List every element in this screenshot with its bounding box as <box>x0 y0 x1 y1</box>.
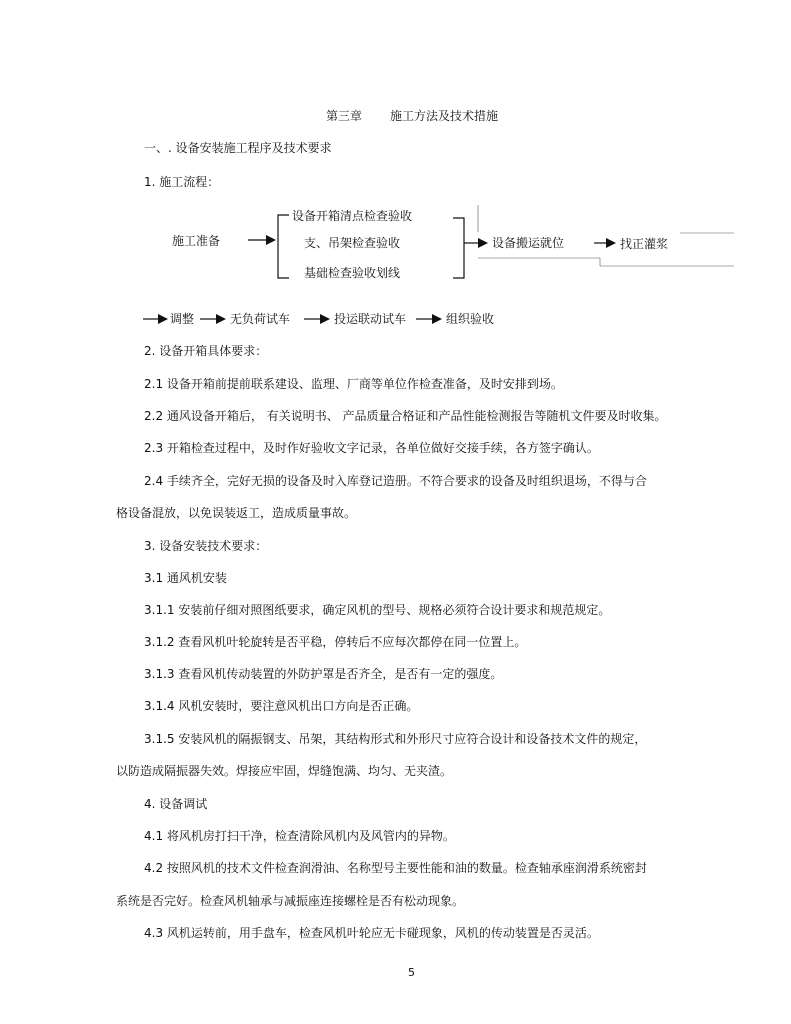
item-heading-unpacking: 2. 设备开箱具体要求： <box>144 344 268 358</box>
paragraph: 4.2 按照风机的技术文件检查润滑油、名称型号主要性能和油的数量。检查轴承座润滑系统密封 <box>144 861 647 875</box>
chapter-number: 第三章 <box>326 109 363 123</box>
flowchart-diagram <box>0 0 791 340</box>
paragraph: 4.1 将风机房打扫干净，检查清除风机内及风管内的异物。 <box>144 829 455 843</box>
paragraph: 2.1 设备开箱前提前联系建设、监理、厂商等单位作检查准备，及时安排到场。 <box>144 377 563 391</box>
flow-step-move: 设备搬运就位 <box>492 236 565 250</box>
paragraph: 2.2 通风设备开箱后， 有关说明书、 产品质量合格证和产品性能检测报告等随机文件要及时收集。 <box>144 409 667 423</box>
paragraph-continuation: 以防造成隔振器失效。焊接应牢固，焊缝饱满、均匀、无夹渣。 <box>116 764 453 778</box>
paragraph-continuation: 格设备混放，以免误装返工，造成质量事故。 <box>116 506 357 520</box>
arrow-right-icon <box>158 314 168 324</box>
flow-seq-2: 无负荷试车 <box>230 312 291 326</box>
page-number: 5 <box>408 966 415 979</box>
arrow-right-icon <box>606 238 616 248</box>
item-heading-construction-flow: 1. 施工流程： <box>144 175 220 189</box>
subheading: 3.1 通风机安装 <box>144 571 227 585</box>
paragraph: 3.1.2 查看风机叶轮旋转是否平稳，停转后不应每次都停在同一位置上。 <box>144 635 527 649</box>
flow-step-parallel-3: 基础检查验收划线 <box>304 266 401 280</box>
chapter-name: 施工方法及技术措施 <box>390 109 499 123</box>
flow-step-start: 施工准备 <box>172 234 221 248</box>
flow-seq-3: 投运联动试车 <box>334 312 407 326</box>
arrow-right-icon <box>432 314 442 324</box>
paragraph: 2.3 开箱检查过程中，及时作好验收文字记录，各单位做好交接手续，各方签字确认。 <box>144 441 599 455</box>
arrow-right-icon <box>216 314 226 324</box>
section-heading: 一、. 设备安装施工程序及技术要求 <box>144 141 332 155</box>
paragraph: 3.1.1 安装前仔细对照图纸要求，确定风机的型号、规格必须符合设计要求和规范规定。 <box>144 603 611 617</box>
flow-step-parallel-1: 设备开箱清点检查验收 <box>292 209 413 223</box>
flow-step-align: 找正灌浆 <box>620 237 669 251</box>
paragraph: 3.1.3 查看风机传动装置的外防护罩是否齐全，是否有一定的强度。 <box>144 667 503 681</box>
arrow-right-icon <box>478 238 488 248</box>
paragraph: 3.1.5 安装风机的隔振钢支、吊架，其结构形式和外形尺寸应符合设计和设备技术文件的规定， <box>144 732 647 746</box>
item-heading-commissioning: 4. 设备调试 <box>144 797 208 811</box>
flow-step-parallel-2: 支、吊架检查验收 <box>304 236 401 250</box>
paragraph: 3.1.4 风机安装时，要注意风机出口方向是否正确。 <box>144 699 419 713</box>
paragraph-continuation: 系统是否完好。检查风机轴承与减振座连接螺栓是否有松动现象。 <box>116 894 465 908</box>
flow-seq-1: 调整 <box>170 312 195 326</box>
paragraph: 4.3 风机运转前，用手盘车，检查风机叶轮应无卡碰现象，风机的传动装置是否灵活。 <box>144 926 599 940</box>
flow-seq-4: 组织验收 <box>446 312 495 326</box>
item-heading-installation: 3. 设备安装技术要求： <box>144 539 268 553</box>
left-bracket <box>278 215 289 278</box>
arrow-right-icon <box>266 235 276 245</box>
right-bracket <box>453 218 464 278</box>
arrow-right-icon <box>320 314 330 324</box>
paragraph: 2.4 手续齐全，完好无损的设备及时入库登记造册。不符合要求的设备及时组织退场，不得与合 <box>144 474 647 488</box>
